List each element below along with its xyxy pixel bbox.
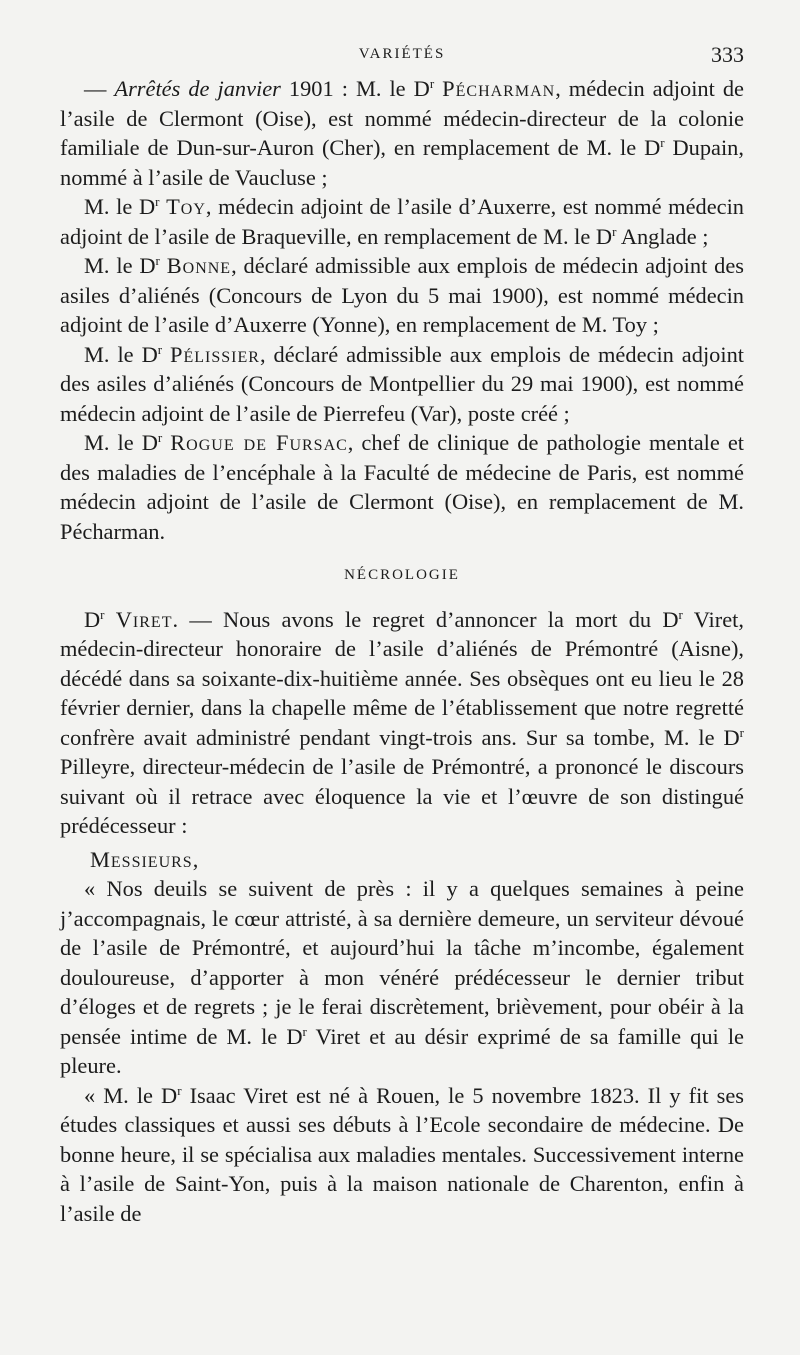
text-run: , médecin adjoint de l’asile d’Auxerre, est nommé médecin adjoint de l’asile de Braqueville, en remplacement de M. le D <box>60 194 744 249</box>
section-heading: NÉCROLOGIE <box>344 567 460 583</box>
page-number: 333 <box>711 42 744 67</box>
person-name: Pécharman <box>442 76 556 101</box>
decree-paragraph <box>60 340 744 429</box>
running-title: VARIÉTÉS <box>358 46 446 62</box>
text-run: . — Nous avons le regret d’annoncer la mort du D <box>172 606 679 632</box>
text-run: Dupain, nommé à l’asile de Vaucluse ; <box>60 135 744 190</box>
text-run: , déclaré admissible aux emplois de médecin adjoint des asiles d’aliénés (Concours de Lyon du 5 mai 1900), est nommé médecin adjoint de l’asile d’Auxerre (Yonne), en remplacement de M. Toy ; <box>60 253 745 337</box>
text-run: Viret et au désir exprimé de sa famille qui le pleure. <box>60 1023 744 1078</box>
text-run: « M. le D <box>84 1082 178 1108</box>
text-run: Isaac Viret est né à Rouen, le 5 novembre 1823. Il y fit ses études classiques et aussi ses débuts à l’Ecole secondaire de médecine. De bonne heure, il se spécialisa aux maladies mentales. Successivement interne à l’asile de Saint-Yon, puis à la maison nationale de Charenton, enfin à l’asile de <box>60 1082 744 1226</box>
superscript: r <box>157 341 163 357</box>
speech-paragraph <box>60 874 744 1081</box>
decree-paragraph <box>60 428 744 546</box>
body-text <box>60 74 744 1228</box>
decree-paragraph <box>60 192 744 251</box>
running-header <box>60 38 744 74</box>
text-run: 1901 : M. le D <box>280 76 430 101</box>
person-name: Viret <box>115 606 173 632</box>
text-run: Pilleyre, directeur-médecin de l’asile de Prémontré, a prononcé le discours suivant où il retrace avec éloquence la vie et l’œuvre de son distingué prédécesseur : <box>60 754 744 838</box>
text-run: M. le D <box>84 341 158 367</box>
superscript: r <box>100 606 105 622</box>
text-run: M. le D <box>84 430 158 455</box>
superscript: r <box>678 606 683 622</box>
superscript: r <box>429 76 435 91</box>
superscript: r <box>739 724 744 740</box>
text-run: M. le D <box>84 253 156 278</box>
person-name: Rogue de Fursac <box>170 430 348 455</box>
text-run: M. le D <box>84 194 156 219</box>
text-run: , médecin adjoint de l’asile de Clermont (Oise), est nommé médecin-directeur de la colonie familiale de Dun-sur-Auron (Cher), en remplacement de M. le D <box>60 76 744 160</box>
text-run: « Nos deuils se suivent de près : il y a quelques semaines à peine j’accompagnais, le cœur attristé, à sa dernière demeure, un serviteur dévoué de l’asile de Prémontré, et aujourd’hui la tâche m’incombe, également douloureuse, d’apporter à mon vénéré prédécesseur le dernier tribut d’éloges et de regrets ; je le ferai discrètement, brièvement, pour obéir à la pensée intime de M. le D <box>60 876 744 1049</box>
person-name: Pélissier <box>170 341 260 367</box>
superscript: r <box>155 253 160 268</box>
text-run: D <box>84 606 101 632</box>
person-name: Bonne <box>166 253 232 278</box>
salutation-text: Messieurs, <box>90 846 200 872</box>
text-run: — <box>84 76 115 101</box>
superscript: r <box>157 430 163 445</box>
text-run: Anglade ; <box>616 223 709 249</box>
person-name: Toy <box>166 194 206 219</box>
text-run: Viret, médecin-directeur honoraire de l’asile d’aliénés de Prémontré (Aisne), décédé dans sa soixante-dix-huitième année. Ses obsèques ont eu lieu le 28 février dernier, dans la chapelle même de l’établissement que notre regretté confrère avait administré pendant vingt-trois ans. Sur sa tombe, M. le D <box>60 606 744 750</box>
text-run: , déclaré admissible aux emplois de médecin adjoint des asiles d’aliénés (Concours de Montpellier du 29 mai 1900), est nommé médecin adjoint de l’asile de Pierrefeu (Var), poste créé ; <box>60 341 744 426</box>
speech-paragraph <box>60 1081 744 1229</box>
superscript: r <box>660 135 665 150</box>
superscript: r <box>302 1023 307 1039</box>
salutation <box>60 845 744 875</box>
necrology-paragraph <box>60 605 744 841</box>
decree-paragraph <box>60 251 744 340</box>
decree-paragraph <box>60 74 744 192</box>
superscript: r <box>612 223 617 239</box>
superscript: r <box>177 1082 182 1098</box>
text-run: , chef de clinique de pathologie mentale et des maladies de l’encéphale à la Faculté de médecine de Paris, est nommé médecin adjoint de l’asile de Clermont (Oise), en remplacement de M. Pécharman. <box>60 430 744 544</box>
superscript: r <box>155 194 160 209</box>
italic-heading: Arrêtés de janvier <box>114 76 281 101</box>
